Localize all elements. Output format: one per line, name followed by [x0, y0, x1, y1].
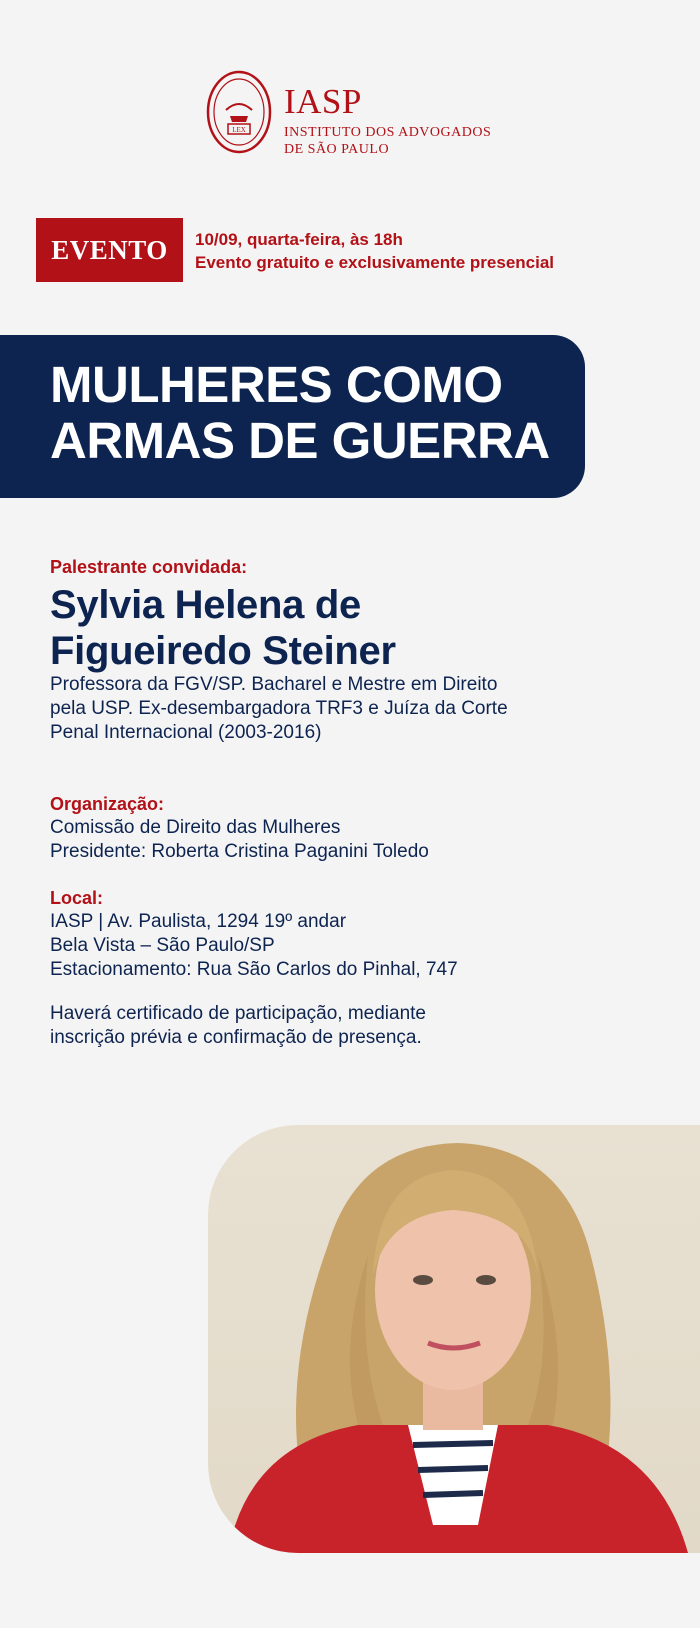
event-note: Evento gratuito e exclusivamente presencial: [195, 253, 555, 272]
event-title: [50, 357, 550, 469]
location-block: [50, 886, 458, 982]
speaker-label: Palestrante convidada:: [50, 557, 248, 577]
speaker-name: [50, 582, 396, 674]
title-line2: ARMAS DE GUERRA: [50, 412, 550, 469]
brand-sub-line2: DE SÃO PAULO: [284, 142, 390, 157]
seal-text: LEX: [232, 126, 246, 134]
location-line1: IASP | Av. Paulista, 1294 19º andar: [50, 911, 347, 932]
certificate-note: [50, 1002, 570, 1050]
location-label: Local:: [50, 888, 104, 908]
organization-label: Organização:: [50, 794, 165, 814]
speaker-bio: [50, 673, 570, 745]
iasp-seal-icon: [206, 70, 272, 154]
brand-name: IASP: [284, 82, 362, 121]
event-info: [195, 228, 554, 274]
location-line3: Estacionamento: Rua São Carlos do Pinhal, 747: [50, 959, 458, 980]
event-tag: EVENTO: [36, 218, 183, 282]
logo-text: [284, 84, 491, 158]
speaker-bio-line1: Professora da FGV/SP. Bacharel e Mestre em Direito: [50, 674, 498, 695]
speaker-photo: [208, 1125, 700, 1553]
speaker-portrait-icon: [208, 1125, 700, 1553]
event-date: 10/09, quarta-feira, às 18h: [195, 230, 403, 249]
brand-sub-line1: INSTITUTO DOS ADVOGADOS: [284, 125, 492, 140]
organization-block: [50, 792, 429, 864]
title-line1: MULHERES COMO: [50, 356, 503, 413]
speaker-bio-line2: pela USP. Ex-desembargadora TRF3 e Juíza da Corte: [50, 698, 508, 719]
location-line2: Bela Vista – São Paulo/SP: [50, 935, 275, 956]
certificate-line1: Haverá certificado de participação, mediante: [50, 1003, 426, 1024]
iasp-logo: [206, 70, 506, 170]
organization-line2: Presidente: Roberta Cristina Paganini Toledo: [50, 841, 429, 862]
organization-line1: Comissão de Direito das Mulheres: [50, 817, 341, 838]
certificate-line2: inscrição prévia e confirmação de presença.: [50, 1027, 422, 1048]
title-band: [0, 335, 585, 498]
speaker-name-line2: Figueiredo Steiner: [50, 629, 396, 673]
speaker-name-line1: Sylvia Helena de: [50, 583, 361, 627]
speaker-bio-line3: Penal Internacional (2003-2016): [50, 722, 322, 743]
